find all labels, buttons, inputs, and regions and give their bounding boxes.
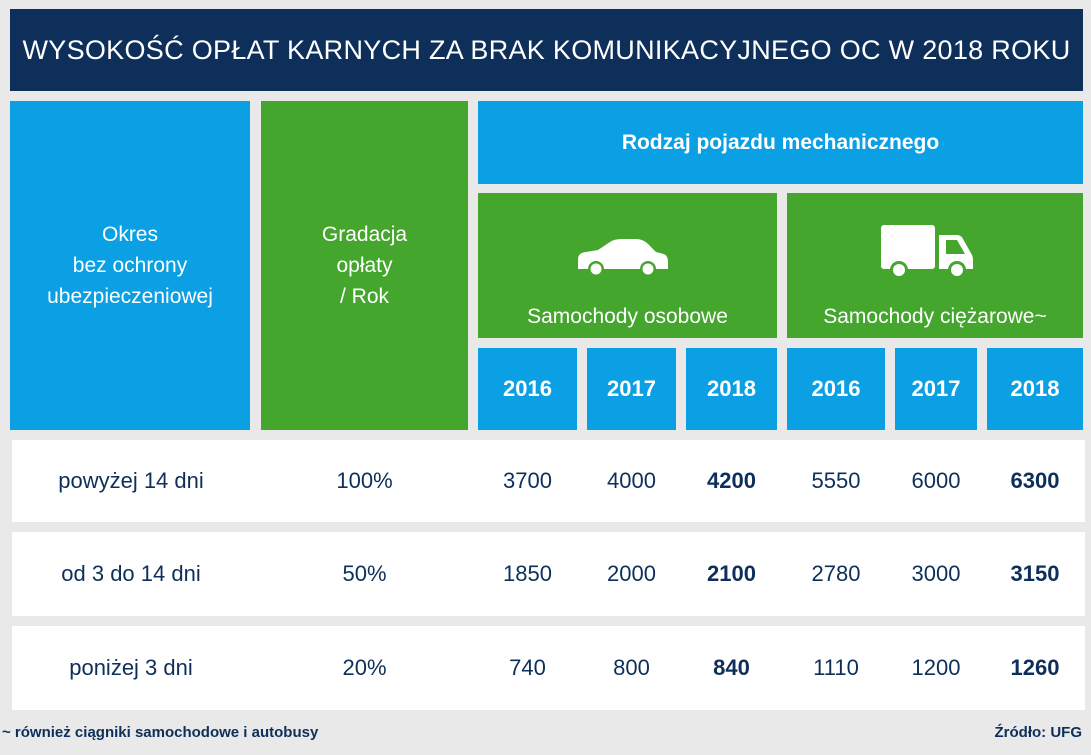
period-header-line2: bez ochrony <box>72 254 188 277</box>
trucks-2016-value: 5550 <box>811 468 861 493</box>
car-icon <box>574 237 670 279</box>
cars-2017-value: 2000 <box>607 561 656 586</box>
row-gradation: 100% <box>336 468 393 493</box>
page-title: WYSOKOŚĆ OPŁAT KARNYCH ZA BRAK KOMUNIKACYJNEGO OC W 2018 ROKU <box>10 9 1083 91</box>
year-header-cars-2017: 2017 <box>587 348 676 430</box>
cars-2016-value: 740 <box>509 655 546 680</box>
cars-2017-value: 800 <box>613 655 650 680</box>
period-header-line1: Okres <box>101 223 158 246</box>
table-row <box>12 626 1085 710</box>
year-header-trucks-2017: 2017 <box>895 348 977 430</box>
trucks-2018-value: 3150 <box>1010 561 1060 586</box>
table-row <box>12 532 1085 616</box>
trucks-2017-value: 1200 <box>911 655 961 680</box>
vehicle-type-header: Rodzaj pojazdu mechanicznego <box>478 101 1083 184</box>
source-note: Źródło: UFG <box>994 724 1082 741</box>
cars-2016-value: 1850 <box>503 561 552 586</box>
cars-2018-value: 2100 <box>707 561 756 586</box>
year-header-trucks-2018: 2018 <box>987 348 1083 430</box>
cars-header <box>478 193 777 338</box>
trucks-2017-value: 6000 <box>911 468 961 493</box>
row-gradation: 50% <box>342 561 387 586</box>
row-period: poniżej 3 dni <box>69 655 193 680</box>
trucks-2017-value: 3000 <box>911 561 961 586</box>
row-period: od 3 do 14 dni <box>61 561 201 586</box>
period-header-line3: ubezpieczeniowej <box>47 285 213 308</box>
table-row <box>12 440 1085 522</box>
period-header <box>10 101 250 430</box>
cars-label: Samochody osobowe <box>527 304 728 328</box>
row-period: powyżej 14 dni <box>58 468 204 493</box>
gradation-header <box>261 101 468 430</box>
footnote: ~ również ciągniki samochodowe i autobusy <box>2 724 319 741</box>
trucks-2016-value: 2780 <box>811 561 861 586</box>
year-header-cars-2018: 2018 <box>686 348 777 430</box>
cars-2018-value: 4200 <box>707 468 756 493</box>
trucks-2018-value: 1260 <box>1010 655 1060 680</box>
trucks-2018-value: 6300 <box>1010 468 1060 493</box>
gradation-header-line2: opłaty <box>336 254 393 277</box>
cars-2016-value: 3700 <box>503 468 552 493</box>
truck-icon <box>879 223 975 281</box>
year-header-trucks-2016: 2016 <box>787 348 885 430</box>
trucks-header <box>787 193 1083 338</box>
gradation-header-line3: / Rok <box>339 285 389 308</box>
trucks-2016-value: 1110 <box>813 655 859 680</box>
gradation-header-line1: Gradacja <box>321 223 408 246</box>
cars-2018-value: 840 <box>713 655 750 680</box>
row-gradation: 20% <box>342 655 387 680</box>
trucks-label: Samochody ciężarowe~ <box>823 304 1047 328</box>
cars-2017-value: 4000 <box>607 468 656 493</box>
year-header-cars-2016: 2016 <box>478 348 577 430</box>
